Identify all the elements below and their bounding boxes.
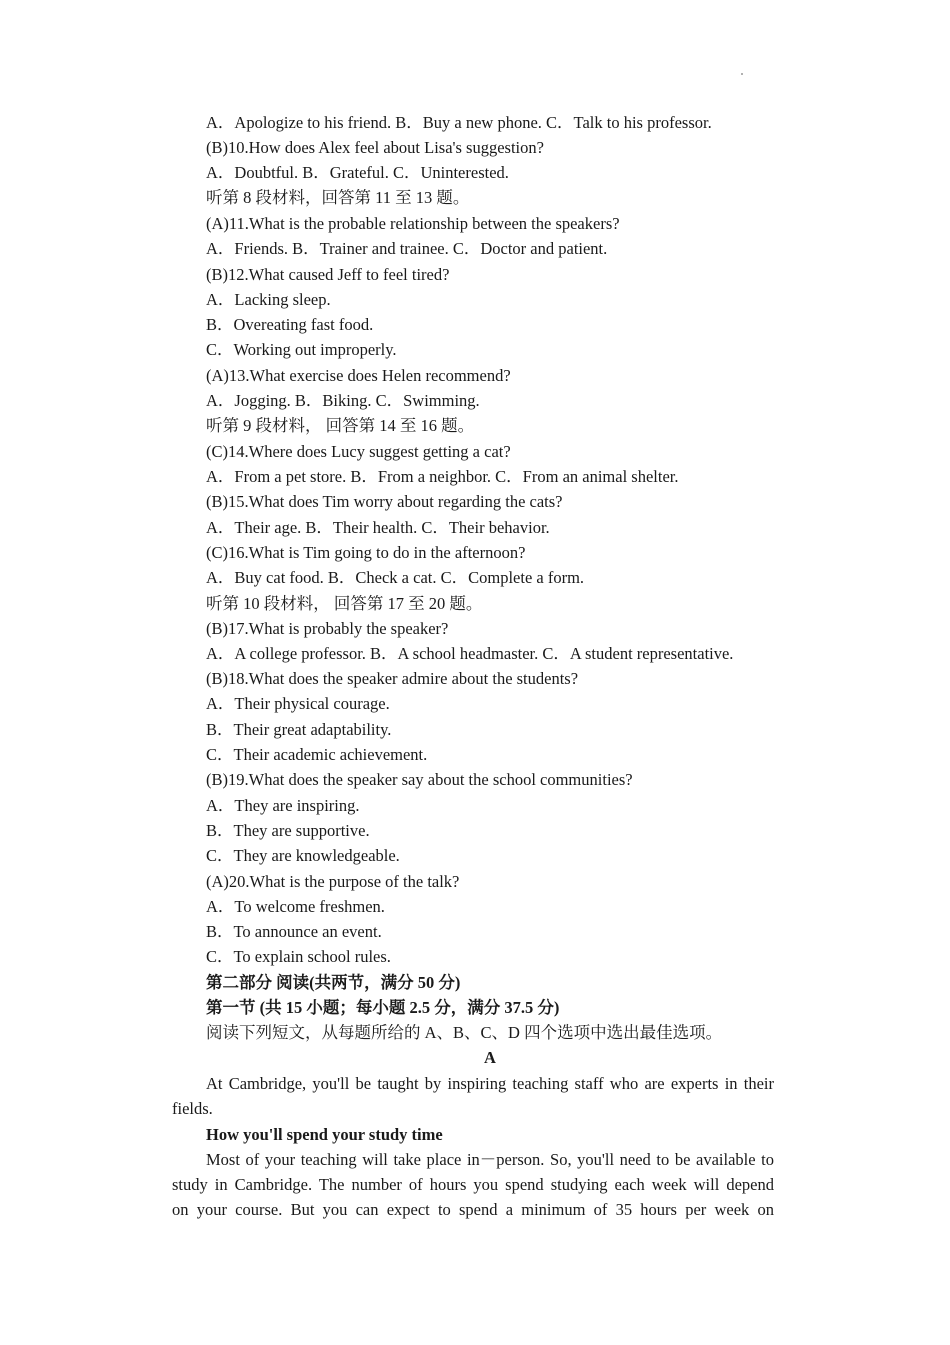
q18-question: (B)18.What does the speaker admire about the students? [206,669,579,688]
reading-instruction: 阅读下列短文，从每题所给的 A、B、C、D 四个选项中选出最佳选项。 [206,1023,723,1042]
passage-label: A [484,1048,496,1067]
q10-options: A．Doubtful. B．Grateful. C．Uninterested. [206,163,509,182]
passage-line-3: Most of your teaching will take place in－person. So, you'll need to be available to [206,1150,774,1169]
q19-option-c: C．They are knowledgeable. [206,846,400,865]
q17-question: (B)17.What is probably the speaker? [206,619,449,638]
section-one-heading: 第一节 (共 15 小题；每小题 2.5 分，满分 37.5 分) [206,998,560,1017]
passage-subheading: How you'll spend your study time [206,1125,443,1144]
q15-options: A．Their age. B．Their health. C．Their behavior. [206,518,550,537]
passage-line-4: study in Cambridge. The number of hours you spend studying each week will depend [172,1175,774,1194]
q18-option-a: A．Their physical courage. [206,694,390,713]
q18-option-b: B．Their great adaptability. [206,720,392,739]
part-two-heading: 第二部分 阅读(共两节，满分 50 分) [206,973,461,992]
q20-option-c: C．To explain school rules. [206,947,391,966]
q16-question: (C)16.What is Tim going to do in the afternoon? [206,543,526,562]
q19-option-b: B．They are supportive. [206,821,370,840]
passage-line-5: on your course. But you can expect to spend a minimum of 35 hours per week on [172,1200,774,1219]
section-9-instruction: 听第 9 段材料， 回答第 14 至 16 题。 [206,416,475,435]
section-10-instruction: 听第 10 段材料， 回答第 17 至 20 题。 [206,594,483,613]
q20-option-b: B．To announce an event. [206,922,382,941]
q10-question: (B)10.How does Alex feel about Lisa's suggestion? [206,138,544,157]
passage-line-2: fields. [172,1099,213,1118]
q11-question: (A)11.What is the probable relationship between the speakers? [206,214,620,233]
q13-options: A．Jogging. B．Biking. C．Swimming. [206,391,480,410]
passage-line-1: At Cambridge, you'll be taught by inspiring teaching staff who are experts in their [206,1074,774,1093]
q11-options: A．Friends. B．Trainer and trainee. C．Doctor and patient. [206,239,608,258]
q20-option-a: A．To welcome freshmen. [206,897,385,916]
scan-speck [741,73,743,75]
q12-question: (B)12.What caused Jeff to feel tired? [206,265,450,284]
q18-option-c: C．Their academic achievement. [206,745,428,764]
q19-option-a: A．They are inspiring. [206,796,360,815]
q17-options: A．A college professor. B．A school headmaster. C．A student representative. [206,644,734,663]
q14-options: A．From a pet store. B．From a neighbor. C．From an animal shelter. [206,467,679,486]
q14-question: (C)14.Where does Lucy suggest getting a cat? [206,442,511,461]
section-8-instruction: 听第 8 段材料，回答第 11 至 13 题。 [206,188,470,207]
q12-option-b: B．Overeating fast food. [206,315,374,334]
q20-question: (A)20.What is the purpose of the talk? [206,872,460,891]
q15-question: (B)15.What does Tim worry about regarding the cats? [206,492,563,511]
q12-option-a: A．Lacking sleep. [206,290,331,309]
q9-options: A．Apologize to his friend. B．Buy a new phone. C．Talk to his professor. [206,113,712,132]
q13-question: (A)13.What exercise does Helen recommend? [206,366,511,385]
q12-option-c: C．Working out improperly. [206,340,397,359]
q19-question: (B)19.What does the speaker say about the school communities? [206,770,633,789]
q16-options: A．Buy cat food. B．Check a cat. C．Complete a form. [206,568,585,587]
